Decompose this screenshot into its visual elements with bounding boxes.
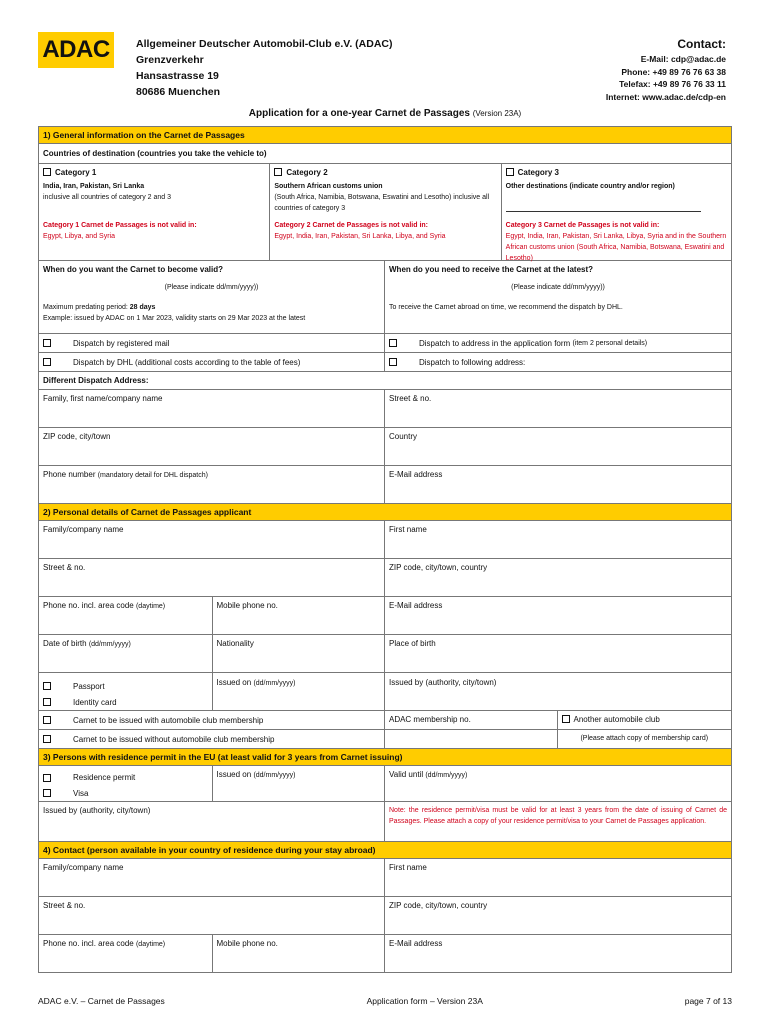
dispatch-email-label: E-Mail address <box>389 470 443 479</box>
applicant-family-field[interactable] <box>39 521 385 558</box>
category-3-invalid: Egypt, India, Iran, Pakistan, Sri Lanka, Libya, Syria and in the Southern African customs union (South Africa, Namibia, Botswana, Eswatini and Lesotho) <box>505 233 727 262</box>
applicant-dob-field[interactable] <box>39 635 213 672</box>
org-line: 80686 Muenchen <box>136 86 221 98</box>
category-2-title: Southern African customs union <box>274 183 383 190</box>
dispatch-app-address-checkbox[interactable] <box>389 339 397 347</box>
category-3-invalid-label: Category 3 Carnet de Passages is not valid in: <box>505 222 660 229</box>
category-3-country-input[interactable] <box>506 192 701 212</box>
dispatch-registered-label: Dispatch by registered mail <box>73 338 170 348</box>
dispatch-family-label: Family, first name/company name <box>43 394 163 403</box>
membership-no-field[interactable] <box>385 711 558 729</box>
org-line: Hansastrasse 19 <box>136 70 219 82</box>
applicant-street-label: Street & no. <box>43 563 86 572</box>
applicant-nationality-field[interactable] <box>213 635 386 672</box>
dispatch-phone-label: Phone number <box>43 470 96 479</box>
contact-first-field[interactable] <box>385 859 731 896</box>
category-1-label: Category 1 <box>55 168 97 177</box>
permit-issued-by-field[interactable] <box>39 802 385 841</box>
passport-label: Passport <box>73 681 105 691</box>
category-3-cell <box>502 164 731 260</box>
contact-mobile-field[interactable] <box>213 935 386 972</box>
category-1-invalid: Egypt, Libya, and Syria <box>43 233 115 240</box>
id-issued-by-label: Issued by (authority, city/town) <box>389 678 497 687</box>
category-1-checkbox[interactable] <box>43 168 51 176</box>
contact-title: Contact: <box>677 37 726 51</box>
dispatch-zip-label: ZIP code, city/town <box>43 432 111 441</box>
id-type-cell <box>39 673 213 710</box>
different-address-label: Different Dispatch Address: <box>43 376 149 385</box>
permit-issued-on-field[interactable] <box>213 766 386 801</box>
id-issued-on-field[interactable] <box>213 673 386 710</box>
applicant-pob-label: Place of birth <box>389 639 436 648</box>
membership-no-label: ADAC membership no. <box>388 715 471 724</box>
category-2-label: Category 2 <box>286 168 328 177</box>
dispatch-street-field[interactable] <box>385 390 731 427</box>
applicant-pob-field[interactable] <box>385 635 731 672</box>
applicant-family-label: Family/company name <box>43 525 124 534</box>
without-membership-checkbox[interactable] <box>43 735 51 743</box>
max-predating-label: Maximum predating period: <box>43 304 130 311</box>
permit-valid-until-field[interactable] <box>385 766 731 801</box>
receive-by-hint: (Please indicate dd/mm/yyyy)) <box>511 284 605 291</box>
predating-example: Example: issued by ADAC on 1 Mar 2023, validity starts on 29 Mar 2023 at the latest <box>43 315 306 322</box>
contact-block <box>606 36 726 103</box>
dispatch-registered-checkbox[interactable] <box>43 339 51 347</box>
category-1-desc: inclusive all countries of category 2 and 3 <box>43 194 172 201</box>
applicant-dob-note: (dd/mm/yyyy) <box>88 641 131 648</box>
applicant-dob-label: Date of birth <box>43 639 87 648</box>
dispatch-app-address-label: Dispatch to address in the application form <box>419 338 571 348</box>
category-3-checkbox[interactable] <box>506 168 514 176</box>
contact-email-field[interactable] <box>385 935 731 972</box>
visa-label: Visa <box>73 788 89 798</box>
category-3-title: Other destinations (indicate country and/or region) <box>505 183 675 190</box>
valid-from-cell[interactable] <box>39 261 385 333</box>
dispatch-dhl-label: Dispatch by DHL (additional costs according to the table of fees) <box>73 357 301 367</box>
valid-from-hint: (Please indicate dd/mm/yyyy)) <box>164 284 259 291</box>
applicant-email-label: E-Mail address <box>389 601 443 610</box>
applicant-email-field[interactable] <box>385 597 731 634</box>
contact-first-label: First name <box>389 863 427 872</box>
another-club-checkbox[interactable] <box>562 715 570 723</box>
contact-zip-field[interactable] <box>385 897 731 934</box>
category-3-label: Category 3 <box>517 168 560 177</box>
applicant-mobile-label: Mobile phone no. <box>216 601 278 610</box>
dispatch-street-label: Street & no. <box>389 394 432 403</box>
permit-valid-until-note: (dd/mm/yyyy) <box>425 772 468 779</box>
category-1-cell <box>39 164 270 260</box>
permit-issued-on-label: Issued on <box>216 770 252 779</box>
contact-email-label: E-Mail address <box>389 939 443 948</box>
id-issued-on-label: Issued on <box>216 678 252 687</box>
section-3-heading: 3) Persons with residence permit in the EU (at least valid for 3 years from Carnet issuing) <box>39 749 731 766</box>
category-1-title: India, Iran, Pakistan, Sri Lanka <box>43 183 145 190</box>
max-predating-value: 28 days <box>129 304 156 311</box>
contact-street-label: Street & no. <box>43 901 86 910</box>
permit-note: Note: the residence permit/visa must be valid for at least 3 years from the date of issuing of Carnet de Passages. Please attach a copy of your residence permit/visa to your Carnet de Passages application. <box>389 807 727 825</box>
receive-by-question: When do you need to receive the Carnet at the latest? <box>389 265 594 274</box>
contact-phone-field[interactable] <box>39 935 213 972</box>
footer-page: page 7 of 13 <box>684 996 732 1006</box>
contact-phone-note: (daytime) <box>135 941 166 948</box>
section-1-heading: 1) General information on the Carnet de Passages <box>39 127 731 144</box>
section-2-heading: 2) Personal details of Carnet de Passages applicant <box>39 504 731 521</box>
dispatch-dhl-checkbox[interactable] <box>43 358 51 366</box>
residence-permit-checkbox[interactable] <box>43 774 51 782</box>
footer-left: ADAC e.V. – Carnet de Passages <box>38 996 165 1006</box>
id-issued-on-note: (dd/mm/yyyy) <box>253 680 296 687</box>
title-main: Application for a one-year Carnet de Passages <box>248 108 470 119</box>
contact-family-label: Family/company name <box>43 863 124 872</box>
visa-checkbox[interactable] <box>43 789 51 797</box>
countries-label: Countries of destination (countries you take the vehicle to) <box>43 149 267 158</box>
applicant-nationality-label: Nationality <box>216 639 254 648</box>
dispatch-following-checkbox[interactable] <box>389 358 397 366</box>
contact-phone: Phone: +49 89 76 76 63 38 <box>621 66 726 77</box>
dispatch-zip-field[interactable] <box>39 428 385 465</box>
residence-permit-label: Residence permit <box>73 773 136 782</box>
permit-valid-until-label: Valid until <box>389 770 424 779</box>
with-membership-label: Carnet to be issued with automobile club membership <box>73 715 264 725</box>
dispatch-following-label: Dispatch to following address: <box>419 357 526 367</box>
receive-by-cell[interactable] <box>385 261 731 333</box>
document-title <box>0 108 770 119</box>
category-2-cell <box>270 164 501 260</box>
attach-copy-note: (Please attach copy of membership card) <box>580 735 709 742</box>
contact-mobile-label: Mobile phone no. <box>216 939 278 948</box>
org-line: Grenzverkehr <box>136 54 204 66</box>
dispatch-recommendation: To receive the Carnet abroad on time, we recommend the dispatch by DHL. <box>389 304 623 311</box>
contact-family-field[interactable] <box>39 859 385 896</box>
category-2-invalid: Egypt, India, Iran, Pakistan, Sri Lanka, Libya, and Syria <box>274 233 446 240</box>
dispatch-country-label: Country <box>389 432 418 441</box>
category-2-checkbox[interactable] <box>274 168 282 176</box>
applicant-phone-field[interactable] <box>39 597 213 634</box>
permit-type-cell <box>39 766 213 801</box>
contact-street-field[interactable] <box>39 897 385 934</box>
category-2-invalid-label: Category 2 Carnet de Passages is not valid in: <box>274 222 428 229</box>
applicant-first-label: First name <box>389 525 427 534</box>
contact-phone-label: Phone no. incl. area code <box>43 939 134 948</box>
dispatch-phone-note: (mandatory detail for DHL dispatch) <box>97 472 208 479</box>
membership-no-cont[interactable] <box>385 730 558 748</box>
category-2-desc: (South Africa, Namibia, Botswana, Eswatini and Lesotho) inclusive all countries of category 3 <box>274 194 490 212</box>
dispatch-country-field[interactable] <box>385 428 731 465</box>
title-version: (Version 23A) <box>472 109 522 118</box>
applicant-street-field[interactable] <box>39 559 385 596</box>
applicant-mobile-field[interactable] <box>213 597 386 634</box>
applicant-phone-note: (daytime) <box>135 603 166 610</box>
category-1-invalid-label: Category 1 Carnet de Passages is not valid in: <box>43 222 197 229</box>
applicant-zip-label: ZIP code, city/town, country <box>389 563 488 572</box>
another-club-label: Another automobile club <box>573 715 660 724</box>
footer-center: Application form – Version 23A <box>366 996 483 1006</box>
org-line: Allgemeiner Deutscher Automobil-Club e.V. (ADAC) <box>136 38 393 50</box>
section-4-heading: 4) Contact (person available in your country of residence during your stay abroad) <box>39 842 731 859</box>
passport-checkbox[interactable] <box>43 682 51 690</box>
applicant-zip-field[interactable] <box>385 559 731 596</box>
id-issued-by-field[interactable] <box>385 673 731 710</box>
applicant-phone-label: Phone no. incl. area code <box>43 601 134 610</box>
dispatch-email-field[interactable] <box>385 466 731 503</box>
dispatch-app-address-note: (item 2 personal details) <box>572 339 648 347</box>
contact-email[interactable]: E-Mail: cdp@adac.de <box>640 54 726 64</box>
contact-website[interactable]: Internet: www.adac.de/cdp-en <box>605 91 726 102</box>
page-footer <box>38 996 732 1006</box>
contact-telefax: Telefax: +49 89 76 76 33 11 <box>619 79 726 89</box>
adac-logo: ADAC <box>38 32 114 68</box>
id-card-label: Identity card <box>73 697 117 707</box>
id-card-checkbox[interactable] <box>43 698 51 706</box>
contact-zip-label: ZIP code, city/town, country <box>389 901 488 910</box>
applicant-first-field[interactable] <box>385 521 731 558</box>
dispatch-family-field[interactable] <box>39 390 385 427</box>
dispatch-phone-field[interactable] <box>39 466 385 503</box>
application-form <box>38 126 732 973</box>
permit-issued-by-label: Issued by (authority, city/town) <box>43 806 151 815</box>
permit-issued-on-note: (dd/mm/yyyy) <box>253 772 296 779</box>
with-membership-checkbox[interactable] <box>43 716 51 724</box>
valid-from-question: When do you want the Carnet to become valid? <box>43 265 224 274</box>
without-membership-label: Carnet to be issued without automobile club membership <box>73 734 275 744</box>
organisation-address <box>136 36 393 100</box>
